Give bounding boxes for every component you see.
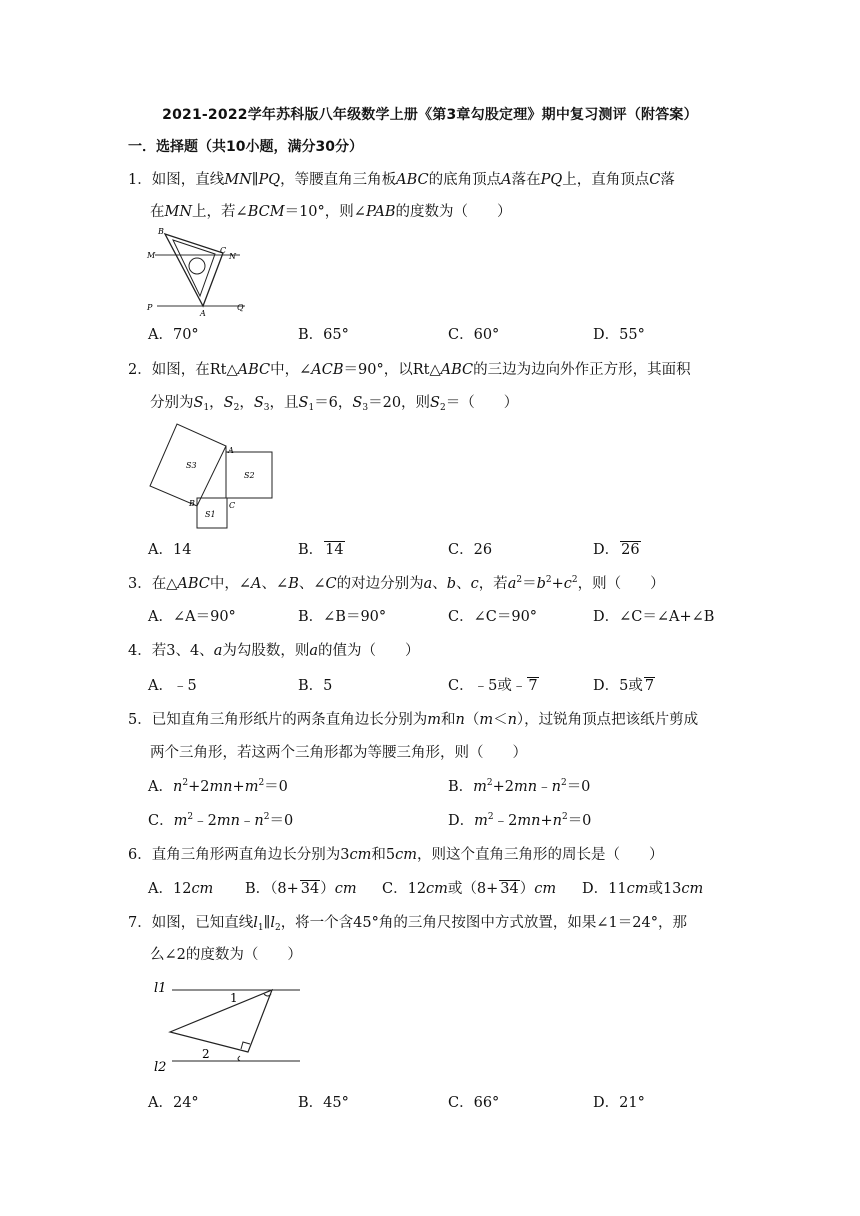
question-number: 2．: [128, 362, 152, 378]
question-2-figure: [146, 420, 281, 532]
question-number: 5．: [128, 712, 152, 728]
question-number: 6．: [128, 847, 152, 863]
svg-text:Q: Q: [237, 303, 244, 312]
triangle-abc: [165, 234, 223, 306]
question-1-line-2: 在MN上，若∠BCM＝10°，则∠PAB的度数为（ ）: [150, 204, 512, 220]
q5-option-c[interactable]: C．$m^2﹣2mn﹣n^2=0$: [148, 812, 294, 829]
question-text: 如图，直线MN∥PQ，等腰直角三角板ABC的底角顶点A落在PQ上，直角顶点C落: [151, 172, 675, 188]
q5-option-a[interactable]: A．$n^2+2mn+m^2=0$: [148, 778, 288, 795]
q4-option-c[interactable]: C．﹣5或﹣ 7: [448, 678, 538, 694]
right-angle-mark: [241, 1042, 250, 1049]
question-1-figure: [145, 226, 255, 318]
question-number: 7．: [128, 915, 152, 931]
question-7-line-2: 么∠2的度数为（ ）: [150, 947, 302, 963]
question-7-line-1: 7．如图，已知直线$l_1\parallel l_2$，将一个含45°角的三角尺按图中方式放置，如果∠1＝24°，那: [128, 915, 687, 933]
svg-text:C: C: [229, 501, 236, 510]
svg-text:M: M: [147, 251, 156, 260]
svg-text:B: B: [189, 499, 195, 508]
q3-option-d[interactable]: D．∠C＝∠A+∠B: [593, 609, 715, 625]
q3-option-a[interactable]: A．∠A＝90°: [148, 609, 236, 625]
svg-text:P: P: [147, 303, 153, 312]
question-3-line-1: 3．在△ABC中，∠A、∠B、∠C的对边分别为a、b、c，若$a^2=b^2+c^2$，则（ ）: [128, 575, 665, 592]
svg-text:N: N: [229, 252, 236, 261]
q1-option-b[interactable]: B．65°: [298, 327, 349, 343]
q7-option-b[interactable]: B．45°: [298, 1095, 349, 1111]
question-number: 4．: [128, 643, 152, 659]
q2-option-b[interactable]: B． 14: [298, 542, 344, 558]
question-1-line-1: [128, 170, 675, 190]
svg-text:C: C: [220, 246, 227, 255]
question-2-line-1: 2．如图，在Rt△ABC中，∠ACB＝90°，以Rt△ABC的三边为边向外作正方形，其面积: [128, 362, 691, 378]
q4-option-a[interactable]: A．﹣5: [148, 678, 197, 694]
question-5-line-1: 5．已知直角三角形纸片的两条直角边长分别为m和n（m＜n），过锐角顶点把该纸片剪成: [128, 712, 699, 728]
q2-option-d[interactable]: D． 26: [593, 542, 640, 558]
q6-option-a[interactable]: A．12cm: [148, 881, 214, 897]
svg-text:l1: l1: [154, 981, 167, 996]
question-7-figure: [150, 980, 310, 1080]
q4-option-d[interactable]: D．5或 7: [593, 678, 655, 694]
q5-option-d[interactable]: D．$m^2﹣2mn+n^2=0$: [448, 812, 592, 829]
q6-option-d[interactable]: D．11cm或13cm: [582, 881, 704, 897]
question-4-line-1: 4．若3、4、a为勾股数，则a的值为（ ）: [128, 643, 420, 659]
hole-circle: [189, 258, 205, 274]
q1-option-c[interactable]: C．60°: [448, 327, 500, 343]
svg-text:A: A: [200, 309, 206, 318]
svg-text:B: B: [158, 227, 164, 236]
svg-text:2: 2: [202, 1047, 210, 1061]
q6-option-b[interactable]: B．（8+ 34）cm: [245, 881, 357, 897]
q6-option-c[interactable]: C．12cm或（8+ 34）cm: [382, 881, 557, 897]
q7-option-d[interactable]: D．21°: [593, 1095, 645, 1111]
section-heading: 一．选择题（共10小题，满分30分）: [128, 139, 363, 155]
q1-option-a[interactable]: A．70°: [148, 327, 199, 343]
q7-option-a[interactable]: A．24°: [148, 1095, 199, 1111]
question-number: 1．: [128, 172, 152, 188]
question-number: 3．: [128, 576, 152, 592]
svg-text:1: 1: [230, 991, 238, 1005]
q2-option-c[interactable]: C．26: [448, 542, 493, 558]
q1-option-d[interactable]: D．55°: [593, 327, 645, 343]
q7-option-c[interactable]: C．66°: [448, 1095, 500, 1111]
q2-option-a[interactable]: A．14: [148, 542, 192, 558]
svg-text:l2: l2: [154, 1060, 167, 1075]
q5-option-b[interactable]: B．$m^2+2mn﹣n^2=0$: [448, 778, 591, 795]
q3-option-c[interactable]: C．∠C＝90°: [448, 609, 538, 625]
q3-option-b[interactable]: B．∠B＝90°: [298, 609, 387, 625]
svg-text:A: A: [228, 446, 234, 455]
question-5-line-2: 两个三角形，若这两个三角形都为等腰三角形，则（ ）: [150, 745, 527, 761]
question-2-line-2: 分别为$S_1$，$S_2$，$S_3$，且$S_1=6$，$S_3=20$，则$S_2=$（ ）: [150, 395, 519, 413]
page-title: 2021-2022学年苏科版八年级数学上册《第3章勾股定理》期中复习测评（附答案）: [162, 107, 698, 123]
angle-2-arc: [238, 1056, 240, 1061]
q4-option-b[interactable]: B．5: [298, 678, 333, 694]
svg-text:S3: S3: [186, 461, 197, 470]
set-square: [170, 990, 272, 1052]
question-6-line-1: 6．直角三角形两直角边长分别为3cm和5cm，则这个直角三角形的周长是（ ）: [128, 847, 664, 863]
svg-text:S2: S2: [244, 471, 255, 480]
svg-text:S1: S1: [205, 510, 216, 519]
